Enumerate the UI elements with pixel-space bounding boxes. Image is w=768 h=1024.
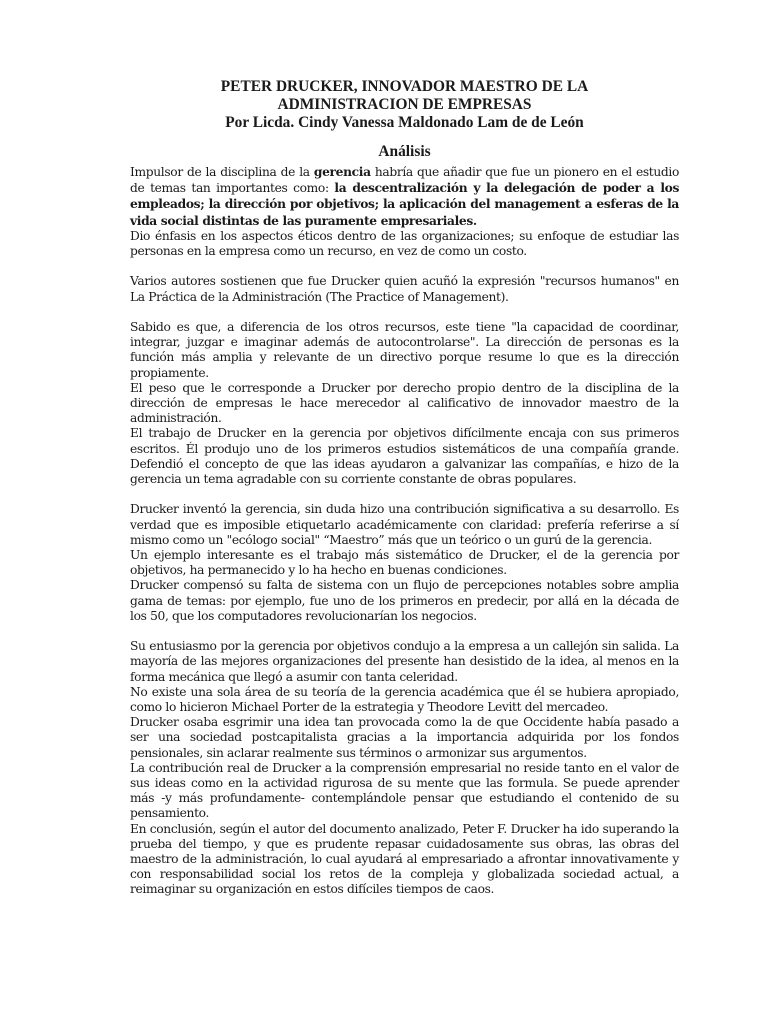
paragraph-10: Su entusiasmo por la gerencia por objetivos condujo a la empresa a un callejón sin salida. La mayoría de las mejores organizaciones del presente han desistido de la idea, al menos en la forma mecánica que llegó a asumir con tanta celeridad. xyxy=(130,639,679,684)
p1-text-a: Impulsor de la disciplina de la xyxy=(130,165,314,179)
p1-text-c: habría que añadir que fue un pionero en el estudio de temas tan importantes como: xyxy=(130,165,679,196)
paragraph-6: El trabajo de Drucker en la gerencia por objetivos difícilmente encaja con sus primeros escritos. Él produjo uno de los primeros estudios sistemáticos de una compañía grande. Defendió el concepto de que las ideas ayudaron a galvanizar las compañías, e hizo de la gerencia un tema agradable con su corriente constante de obras populares. xyxy=(130,426,679,487)
section-heading: Análisis xyxy=(378,143,431,160)
p1-bold-topics: la descentralización y la delegación de poder a los empleados; la dirección por objetivos; la aplicación del management a esferas de la vida social distintas de las puramente empresariales. xyxy=(130,180,679,228)
p1-bold-gerencia: gerencia xyxy=(313,164,371,179)
paragraph-14: En conclusión, según el autor del documento analizado, Peter F. Drucker ha ido superando la prueba del tiempo, y que es prudente repasar cuidadosamente sus obras, las obras del maestro de la administración, lo cual ayudará al empresariado a afrontar innovativamente y con responsabilidad social los retos de la compleja y globalizada sociedad actual, a reimaginar su organización en estos difíciles tiempos de caos. xyxy=(130,821,679,897)
paragraph-7: Drucker inventó la gerencia, sin duda hizo una contribución significativa a su desarrollo. Es verdad que es imposible etiquetarlo académicamente con claridad: prefería referirse a sí mismo como un "ecólogo social" “Maestro” más que un teórico o un gurú de la gerencia. xyxy=(130,502,679,547)
byline: Por Licda. Cindy Vanessa Maldonado Lam de de León xyxy=(225,114,584,131)
title-line-2: ADMINISTRACION DE EMPRESAS xyxy=(277,96,532,113)
paragraph-1 xyxy=(130,164,679,229)
document-page xyxy=(130,78,679,898)
paragraph-9: Drucker compensó su falta de sistema con un flujo de percepciones notables sobre amplia gama de temas: por ejemplo, fue uno de los primeros en predecir, por allá en la década de los 50, que los computadores revolucionarían los negocios. xyxy=(130,578,679,623)
title-line-1: PETER DRUCKER, INNOVADOR MAESTRO DE LA xyxy=(220,78,589,95)
paragraph-2: Dio énfasis en los aspectos éticos dentro de las organizaciones; su enfoque de estudiar las personas en la empresa como un recurso, en vez de como un costo. xyxy=(130,228,679,259)
paragraph-3: Varios autores sostienen que fue Drucker quien acuñó la expresión "recursos humanos" en La Práctica de la Administración (The Practice of Management). xyxy=(130,274,679,304)
paragraph-4: Sabido es que, a diferencia de los otros recursos, este tiene "la capacidad de coordinar, integrar, juzgar e imaginar además de autocontrolarse". La dirección de personas es la función más amplia y relevante de un directivo porque resume lo que es la dirección propiamente. xyxy=(130,320,679,380)
paragraph-8: Un ejemplo interesante es el trabajo más sistemático de Drucker, el de la gerencia por objetivos, ha permanecido y lo ha hecho en buenas condiciones. xyxy=(130,548,679,578)
document-title xyxy=(130,78,679,132)
paragraph-12: Drucker osaba esgrimir una idea tan provocada como la de que Occidente había pasado a ser una sociedad postcapitalista gracias a la importancia adquirida por los fondos pensionales, sin aclarar realmente sus términos o armonizar sus argumentos. xyxy=(130,715,679,760)
paragraph-13: La contribución real de Drucker a la comprensión empresarial no reside tanto en el valor de sus ideas como en la actividad rigurosa de su mente que las formula. Se puede aprender más -y más profundamente- contemplándole pensar que estudiando el contenido de su pensamiento. xyxy=(130,760,679,821)
document-body xyxy=(130,164,679,898)
paragraph-5: El peso que le corresponde a Drucker por derecho propio dentro de la disciplina de la dirección de empresas le hace merecedor al calificativo de innovador maestro de la administración. xyxy=(130,380,679,426)
paragraph-11: No existe una sola área de su teoría de la gerencia académica que él se hubiera apropiado, como lo hicieron Michael Porter de la estrategia y Theodore Levitt del mercadeo. xyxy=(130,684,679,715)
